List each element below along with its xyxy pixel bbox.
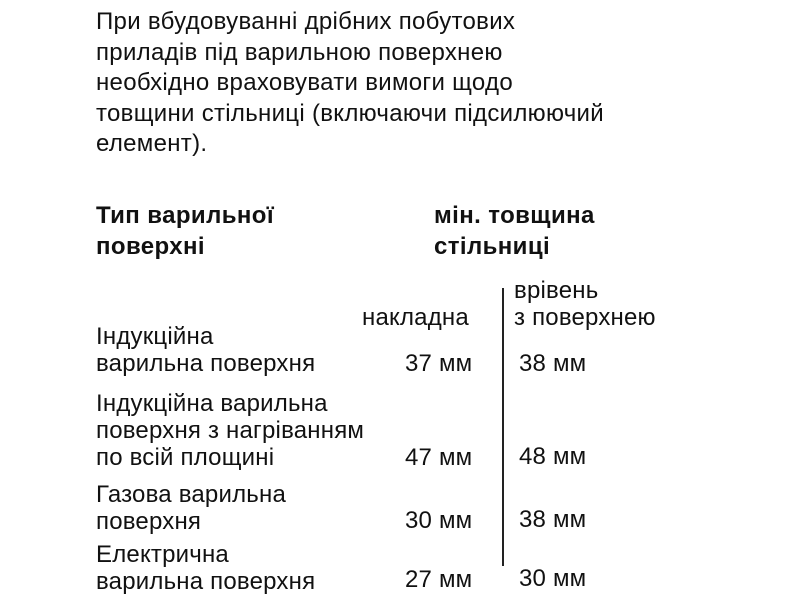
row-hob-name xyxy=(96,390,364,471)
column-divider xyxy=(502,288,504,566)
subheader-line: врівень xyxy=(514,277,599,304)
row-overlay-value: 47 мм xyxy=(405,444,473,471)
row-overlay-value: 27 мм xyxy=(405,566,473,593)
row-flush-value: 38 мм xyxy=(519,506,587,533)
row-hob-name xyxy=(96,541,315,595)
row-name-line: варильна поверхня xyxy=(96,568,316,595)
header-line: стільниці xyxy=(434,233,551,260)
subheader-line: з поверхнею xyxy=(514,304,656,331)
row-name-line: Електрична xyxy=(96,541,229,568)
row-name-line: поверхня з нагріванням xyxy=(96,417,365,444)
row-overlay-value: 37 мм xyxy=(405,350,473,377)
row-hob-name xyxy=(96,323,315,377)
intro-line: товщини стільниці (включаючи підсилюючий xyxy=(96,99,604,127)
subheader-overlay: накладна xyxy=(362,304,469,331)
intro-line: необхідно враховувати вимоги щодо xyxy=(96,69,513,96)
intro-line: При вбудовуванні дрібних побутових xyxy=(96,8,516,35)
row-name-line: варильна поверхня xyxy=(96,350,316,377)
row-name-line: Газова варильна xyxy=(96,481,286,508)
row-flush-value: 48 мм xyxy=(519,443,587,470)
row-name-line: поверхня xyxy=(96,508,202,535)
row-name-line: Індукційна варильна xyxy=(96,390,328,417)
intro-paragraph xyxy=(96,7,736,160)
header-line: поверхні xyxy=(96,233,205,260)
intro-line: елемент). xyxy=(96,130,208,157)
header-line: мін. товщина xyxy=(434,202,595,229)
header-line: Тип варильної xyxy=(96,202,274,229)
row-name-line: Індукційна xyxy=(96,323,214,350)
row-name-line: по всій площині xyxy=(96,444,275,471)
column-header-min-thickness xyxy=(434,200,595,262)
row-flush-value: 38 мм xyxy=(519,350,587,377)
column-header-hob-type xyxy=(96,200,274,262)
intro-line: приладів під варильною поверхнею xyxy=(96,38,503,66)
row-hob-name xyxy=(96,481,286,535)
subheader-flush xyxy=(514,277,656,331)
row-overlay-value: 30 мм xyxy=(405,507,473,534)
row-flush-value: 30 мм xyxy=(519,565,587,592)
